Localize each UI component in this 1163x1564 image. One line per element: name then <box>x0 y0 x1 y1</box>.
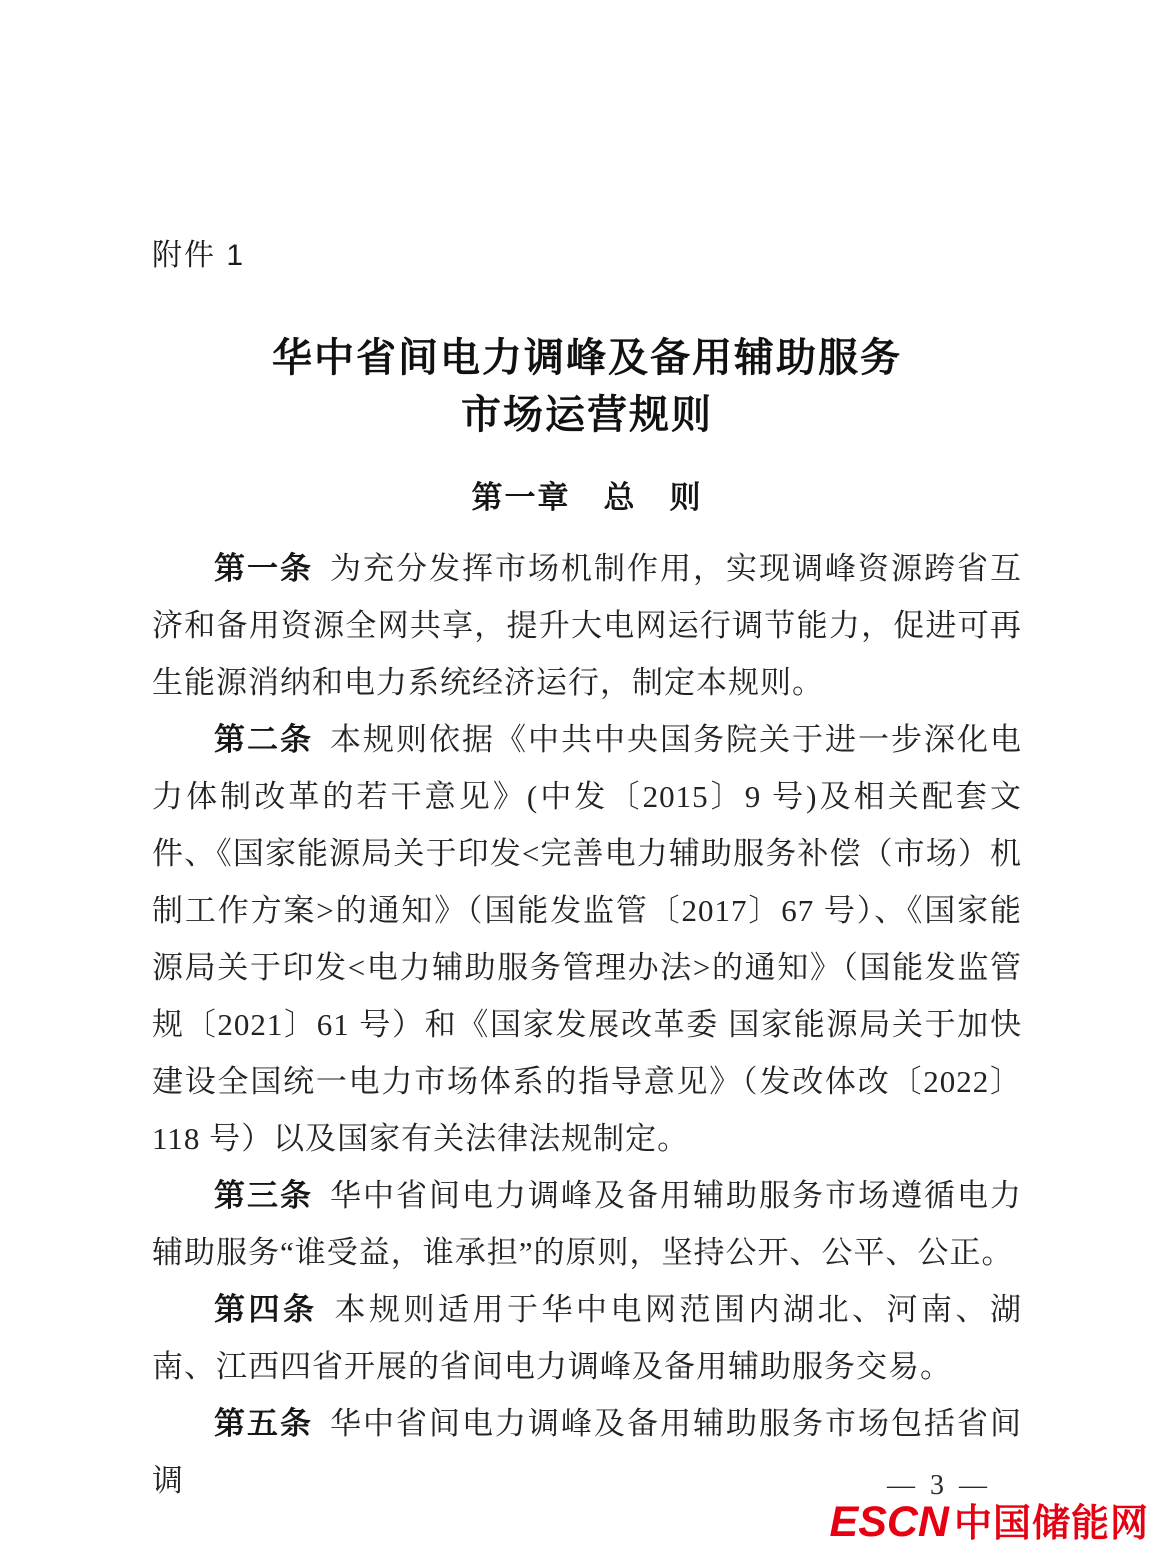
article-label-1: 第一条 <box>214 551 313 586</box>
article-paragraph-2 <box>152 711 1022 1167</box>
article-label-4: 第四条 <box>214 1292 318 1327</box>
document-title-line2: 市场运营规则 <box>461 393 713 437</box>
article-text-3: 华中省间电力调峰及备用辅助服务市场遵循电力辅助服务“谁受益，谁承担”的原则，坚持公开、公平、公正。 <box>152 1178 1023 1270</box>
document-content <box>152 0 1022 1509</box>
escn-watermark-logo <box>829 1498 1149 1546</box>
article-paragraph-1 <box>152 540 1022 711</box>
article-paragraph-4 <box>152 1281 1022 1395</box>
article-label-2: 第二条 <box>214 722 313 757</box>
document-title-line1: 华中省间电力调峰及备用辅助服务 <box>272 336 902 380</box>
article-paragraph-3 <box>152 1167 1022 1281</box>
document-title <box>152 330 1022 444</box>
article-text-4: 本规则适用于华中电网范围内湖北、河南、湖南、江西四省开展的省间电力调峰及备用辅助服务交易。 <box>152 1292 1023 1384</box>
article-label-3: 第三条 <box>214 1178 313 1213</box>
escn-logo-latin: ESCN <box>829 1498 949 1546</box>
chapter-heading: 第一章 总 则 <box>471 480 703 515</box>
article-text-5: 华中省间电力调峰及备用辅助服务市场包括省间调 <box>152 1406 1023 1498</box>
article-text-2: 本规则依据《中共中央国务院关于进一步深化电力体制改革的若干意见》(中发〔2015〕9 号)及相关配套文件、《国家能源局关于印发<完善电力辅助服务补偿（市场）机制工作方案>的通知》（国能发监管〔2017〕67 号）、《国家能源局关于印发<电力辅助服务管理办法>的通知》（国能发监管规〔2021〕61 号）和《国家发展改革委 国家能源局关于加快建设全国统一电力市场体系的指导意见》（发改体改〔2022〕118 号）以及国家有关法律法规制定。 <box>152 722 1023 1156</box>
document-body <box>152 540 1022 1509</box>
attachment-label: 附件 1 <box>152 239 246 272</box>
article-text-1: 为充分发挥市场机制作用，实现调峰资源跨省互济和备用资源全网共享，提升大电网运行调节能力，促进可再生能源消纳和电力系统经济运行，制定本规则。 <box>152 551 1023 700</box>
page-number: — 3 — <box>887 1470 991 1501</box>
article-label-5: 第五条 <box>214 1406 313 1441</box>
escn-logo-chinese: 中国储能网 <box>953 1503 1149 1545</box>
